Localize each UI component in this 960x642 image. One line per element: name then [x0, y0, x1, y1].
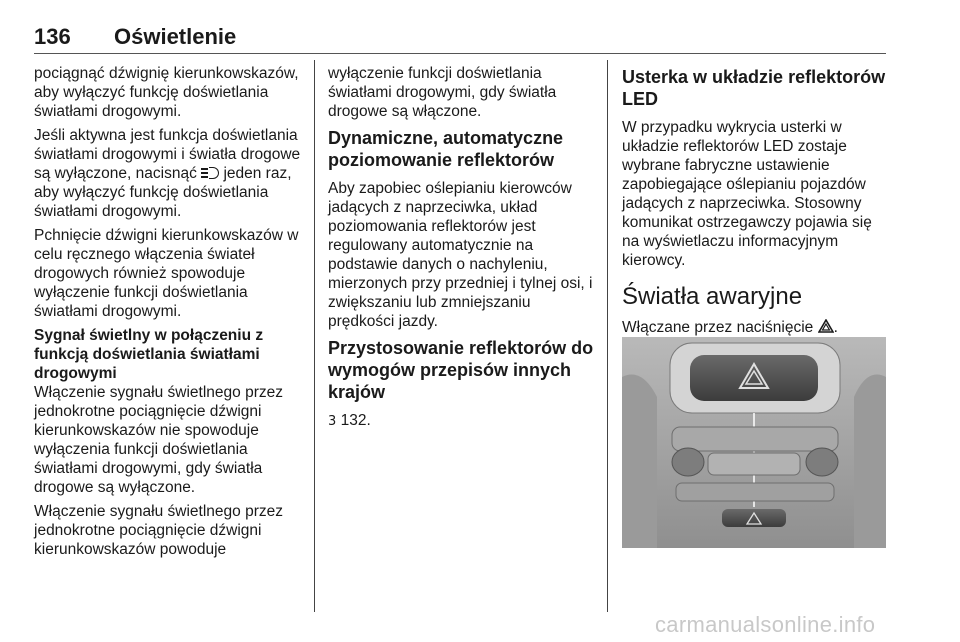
text: Włączane przez naciśnięcie — [622, 319, 818, 336]
column-1 — [34, 64, 302, 564]
text: jeden raz, aby wyłączyć funkcję doświetlania światłami drogowymi. — [34, 165, 292, 220]
page-number: 136 — [34, 24, 71, 49]
column-2 — [328, 64, 596, 436]
paragraph: Pchnięcie dźwigni kierunkowskazów w celu ręcznego włączenia świateł drogowych również spowoduje wyłączenie funkcji doświetlania światłami drogowymi. — [34, 227, 299, 320]
watermark: carmanualsonline.info — [655, 612, 876, 637]
page-reference[interactable] — [328, 411, 596, 431]
high-beam-assist-icon — [201, 167, 219, 179]
section-heading-dynamic-leveling: Dynamiczne, automatyczne poziomowanie reflektorów — [328, 128, 564, 170]
page-title: Oświetlenie — [114, 24, 237, 49]
hazard-warning-triangle-icon — [818, 319, 834, 333]
paragraph: Włączenie sygnału świetlnego przez jednokrotne pociągnięcie dźwigni kierunkowskazów powoduje — [34, 503, 283, 558]
paragraph — [622, 318, 890, 337]
column-divider-2 — [607, 60, 608, 612]
sub-heading: Sygnał świetlny w połączeniu z funkcją doświetlania światłami drogowymi — [34, 327, 264, 382]
text: Jeśli aktywna jest funkcja doświetlania światłami drogowymi i światła drogowe są wyłączone, nacisnąć — [34, 127, 301, 182]
column-divider-1 — [314, 60, 315, 612]
paragraph: pociągnąć dźwignię kierunkowskazów, aby wyłączyć funkcję doświetlania światłami drogowymi. — [34, 65, 299, 120]
text: . — [833, 319, 838, 336]
hazard-switch-photo — [622, 337, 886, 548]
section-heading-led-fault: Usterka w układzie reflektorów LED — [622, 67, 886, 109]
paragraph: W przypadku wykrycia usterki w układzie reflektorów LED zostaje wybrane fabryczne ustawienie zapobiegające oślepianiu pojazdów jadących z naprzeciwka. Stosowny komunikat ostrzegawczy pojawia się na wyświetlaczu informacyjnym kierowcy. — [622, 119, 872, 269]
section-heading-adaptation: Przystosowanie reflektorów do wymogów przepisów innych krajów — [328, 338, 594, 402]
section-heading-hazard-lights: Światła awaryjne — [622, 283, 803, 310]
header-rule — [34, 53, 886, 54]
reference-page: 132. — [336, 412, 371, 429]
paragraph: wyłączenie funkcji doświetlania światłami drogowymi, gdy światła drogowe są włączone. — [328, 65, 557, 120]
paragraph: Aby zapobiec oślepianiu kierowców jadących z naprzeciwka, układ poziomowania reflektorów jest regulowany automatycznie na podstawie danych o nachyleniu, mierzonych przy przedniej i tylnej osi, i zwiększaniu lub zmniejszaniu prędkości jazdy. — [328, 180, 593, 330]
page-header — [34, 24, 886, 52]
paragraph — [34, 126, 302, 221]
reference-arrow-icon: 3 — [328, 414, 337, 429]
paragraph: Włączenie sygnału świetlnego przez jednokrotne pociągnięcie dźwigni kierunkowskazów nie spowoduje wyłączenia funkcji doświetlania światłami drogowymi, gdy światła drogowe są wyłączone. — [34, 384, 283, 496]
column-3 — [622, 64, 890, 342]
